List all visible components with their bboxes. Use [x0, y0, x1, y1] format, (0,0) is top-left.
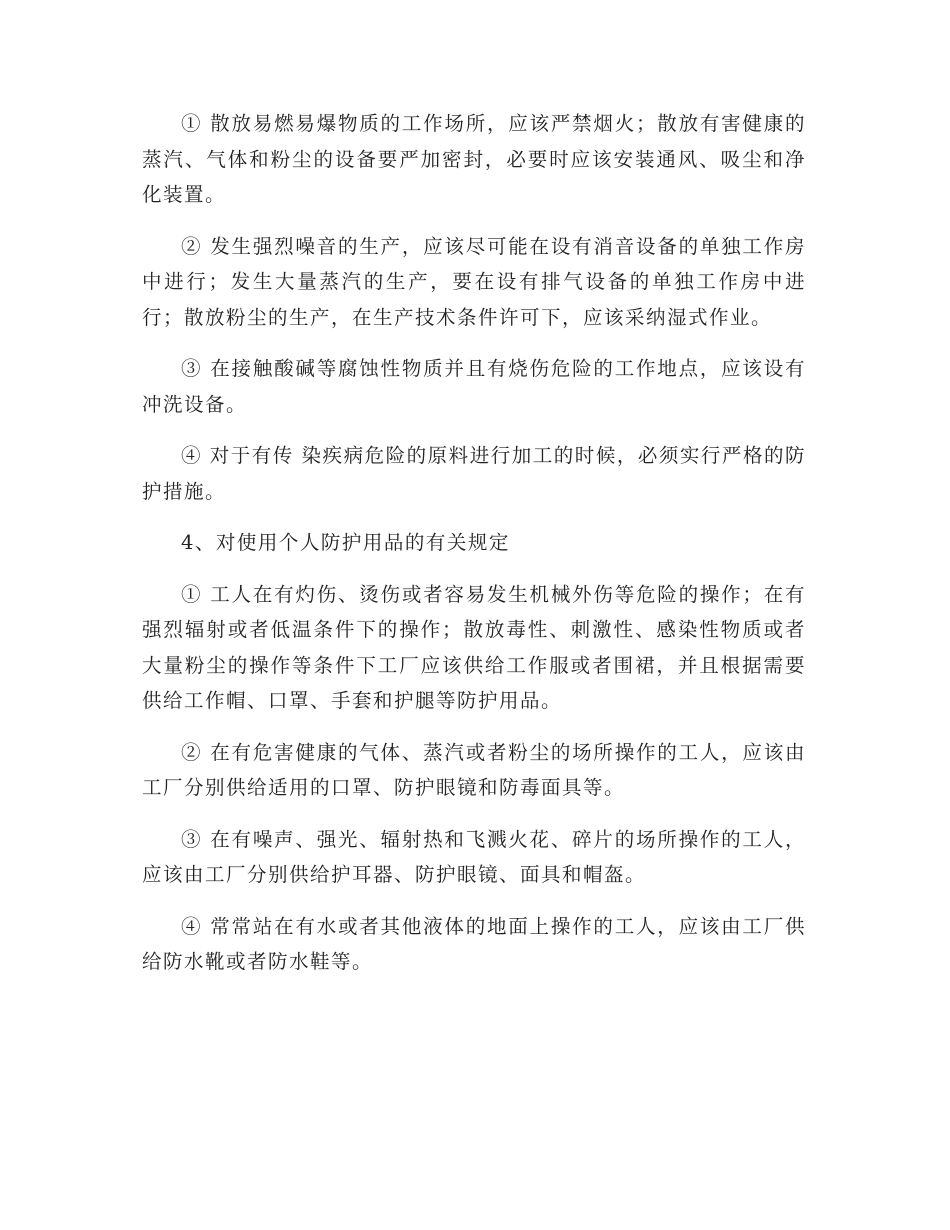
paragraph-2: ② 发生强烈噪音的生产，应该尽可能在设有消音设备的单独工作房中进行；发生大量蒸汽的生产，要在设有排气设备的单独工作房中进行；散放粉尘的生产，在生产技术条件许可下，应该采纳湿式作业。	[142, 234, 806, 329]
paragraph-8: ④ 常常站在有水或者其他液体的地面上操作的工人，应该由工厂供给防水靴或者防水鞋等。	[142, 914, 806, 973]
document-body	[142, 106, 806, 996]
section-heading: 4、对使用个人防护用品的有关规定	[181, 531, 510, 554]
paragraph-3: ③ 在接触酸碱等腐蚀性物质并且有烧伤危险的工作地点，应该设有冲洗设备。	[142, 357, 806, 416]
paragraph-5: ① 工人在有灼伤、烫伤或者容易发生机械外伤等危险的操作；在有强烈辐射或者低温条件下的操作；散放毒性、刺激性、感染性物质或者大量粉尘的操作等条件下工厂应该供给工作服或者围裙，并且根据需要供给工作帽、口罩、手套和护腿等防护用品。	[142, 582, 806, 712]
paragraph-7: ③ 在有噪声、强光、辐射热和飞溅火花、碎片的场所操作的工人，应该由工厂分别供给护耳器、防护眼镜、面具和帽盔。	[142, 827, 806, 886]
paragraph-4: ④ 对于有传 染疾病危险的原料进行加工的时候，必须实行严格的防护措施。	[142, 444, 806, 503]
paragraph-6: ② 在有危害健康的气体、蒸汽或者粉尘的场所操作的工人，应该由工厂分别供给适用的口罩、防护眼镜和防毒面具等。	[142, 740, 806, 799]
paragraph-1: ① 散放易燃易爆物质的工作场所，应该严禁烟火；散放有害健康的蒸汽、气体和粉尘的设备要严加密封，必要时应该安装通风、吸尘和净化装置。	[142, 112, 806, 206]
